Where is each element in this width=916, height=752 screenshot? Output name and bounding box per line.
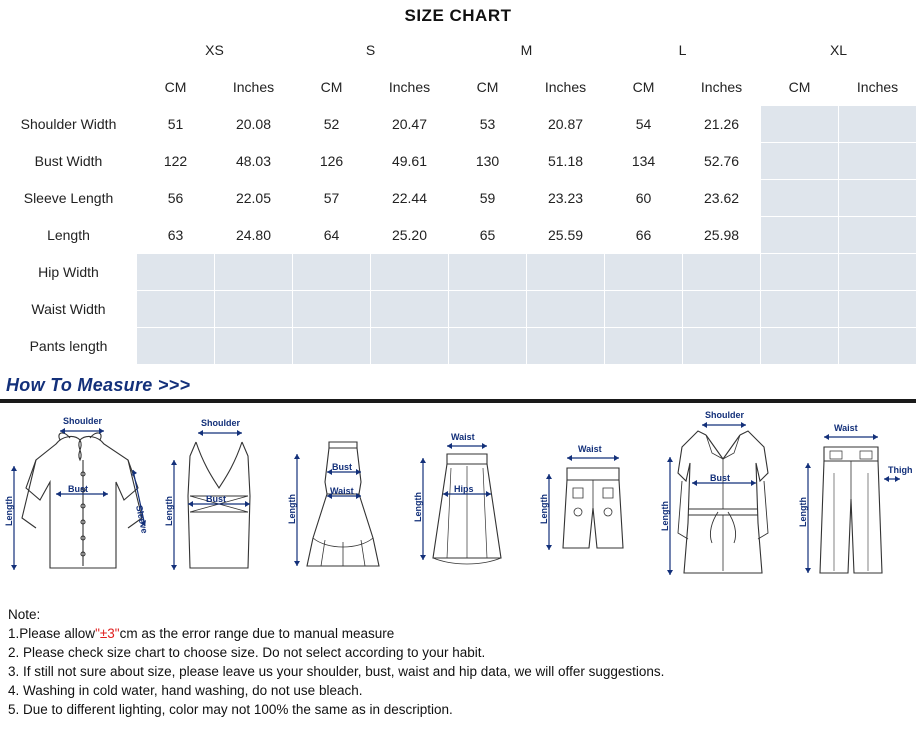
how-to-measure-heading: How To Measure >>> (6, 375, 191, 395)
table-cell (605, 254, 683, 291)
table-cell: 63 (137, 217, 215, 254)
unit-header-inches: Inches (683, 69, 761, 106)
label-waist: Waist (330, 486, 354, 496)
table-cell (605, 328, 683, 365)
table-cell (137, 328, 215, 365)
table-cell (839, 143, 916, 180)
table-cell: 23.23 (527, 180, 605, 217)
table-cell (839, 217, 916, 254)
table-cell (137, 291, 215, 328)
table-cell (449, 254, 527, 291)
page-title: SIZE CHART (404, 6, 512, 25)
label-length: Length (4, 496, 14, 526)
table-cell: 20.08 (215, 106, 293, 143)
table-cell: 134 (605, 143, 683, 180)
label-shoulder: Shoulder (200, 418, 240, 428)
table-cell: 48.03 (215, 143, 293, 180)
label-hips: Hips (453, 484, 474, 494)
table-cell: 51.18 (527, 143, 605, 180)
table-cell (371, 328, 449, 365)
table-cell (371, 291, 449, 328)
table-cell (761, 180, 839, 217)
label-length: Length (287, 494, 298, 524)
table-cell: 64 (293, 217, 371, 254)
row-label: Waist Width (1, 291, 137, 328)
label-length: Length (412, 492, 423, 522)
table-cell (293, 328, 371, 365)
figure-dress (283, 408, 403, 593)
table-cell: 20.47 (371, 106, 449, 143)
table-cell: 59 (449, 180, 527, 217)
label-bust: Bust (205, 494, 226, 504)
label-bust: Bust (68, 484, 88, 494)
label-shoulder: Shoulder (63, 416, 103, 426)
table-cell: 56 (137, 180, 215, 217)
label-bust: Bust (332, 462, 353, 472)
table-cell (215, 254, 293, 291)
table-cell (683, 254, 761, 291)
table-cell: 25.20 (371, 217, 449, 254)
table-cell: 21.26 (683, 106, 761, 143)
table-cell (527, 254, 605, 291)
table-row (1, 254, 916, 291)
table-cell: 51 (137, 106, 215, 143)
size-header-s: S (293, 32, 449, 69)
size-header-row (1, 32, 916, 69)
table-cell: 54 (605, 106, 683, 143)
unit-header-cm: CM (449, 69, 527, 106)
table-cell (683, 291, 761, 328)
row-label: Sleeve Length (1, 180, 137, 217)
row-label: Hip Width (1, 254, 137, 291)
table-cell (839, 254, 916, 291)
row-label: Bust Width (1, 143, 137, 180)
table-cell (371, 254, 449, 291)
table-cell (215, 328, 293, 365)
table-cell (293, 291, 371, 328)
table-cell (839, 180, 916, 217)
table-cell: 60 (605, 180, 683, 217)
table-cell: 25.59 (527, 217, 605, 254)
note-line: 5. Due to different lighting, color may not 100% the same as in description. (8, 702, 453, 717)
table-cell (449, 328, 527, 365)
table-cell (761, 143, 839, 180)
table-cell: 23.62 (683, 180, 761, 217)
table-cell: 65 (449, 217, 527, 254)
table-cell: 130 (449, 143, 527, 180)
table-cell (761, 106, 839, 143)
table-cell (761, 328, 839, 365)
size-header-m: M (449, 32, 605, 69)
label-thigh: Thigh (887, 465, 912, 475)
table-row (1, 180, 916, 217)
label-waist: Waist (577, 444, 602, 454)
label-waist: Waist (833, 423, 858, 433)
table-cell: 52 (293, 106, 371, 143)
unit-header-cm: CM (137, 69, 215, 106)
table-cell (293, 254, 371, 291)
table-row (1, 217, 916, 254)
row-label: Pants length (1, 328, 137, 365)
figure-shorts (533, 408, 653, 593)
table-cell (215, 291, 293, 328)
table-cell: 20.87 (527, 106, 605, 143)
table-cell (839, 291, 916, 328)
how-to-measure-section (0, 375, 916, 403)
note-line: 2. Please check size chart to choose size. Do not select according to your habit. (8, 645, 486, 660)
table-cell: 22.44 (371, 180, 449, 217)
table-row (1, 106, 916, 143)
notes-section (0, 593, 916, 719)
unit-header-inches: Inches (527, 69, 605, 106)
size-header-xl: XL (761, 32, 916, 69)
table-cell: 53 (449, 106, 527, 143)
figure-tank-top (160, 408, 278, 593)
row-label: Shoulder Width (1, 106, 137, 143)
table-cell: 24.80 (215, 217, 293, 254)
table-cell (137, 254, 215, 291)
table-cell (761, 217, 839, 254)
unit-header-cm: CM (761, 69, 839, 106)
unit-header-inches: Inches (215, 69, 293, 106)
unit-header-row (1, 69, 916, 106)
label-sleeve: Sleeve (134, 504, 150, 535)
unit-header-inches: Inches (839, 69, 916, 106)
unit-header-cm: CM (605, 69, 683, 106)
label-length: Length (797, 497, 808, 527)
figure-pants (794, 403, 912, 593)
label-shoulder: Shoulder (705, 410, 745, 420)
table-cell: 57 (293, 180, 371, 217)
table-cell: 66 (605, 217, 683, 254)
label-bust: Bust (710, 473, 731, 483)
size-header-xs: XS (137, 32, 293, 69)
table-cell: 25.98 (683, 217, 761, 254)
table-cell (605, 291, 683, 328)
table-cell: 122 (137, 143, 215, 180)
table-cell (683, 328, 761, 365)
figure-skirt (409, 408, 527, 593)
label-length: Length (660, 501, 671, 531)
label-length: Length (538, 494, 549, 524)
measure-figures (0, 403, 916, 593)
label-waist: Waist (450, 432, 475, 442)
table-cell: 22.05 (215, 180, 293, 217)
table-cell (839, 106, 916, 143)
table-row (1, 291, 916, 328)
table-cell (761, 254, 839, 291)
table-cell: 52.76 (683, 143, 761, 180)
table-row (1, 143, 916, 180)
notes-heading: Note: (8, 607, 41, 622)
label-length: Length (163, 496, 174, 526)
size-table (0, 31, 916, 365)
size-header-l: L (605, 32, 761, 69)
note-line: 1.Please allow"±3"cm as the error range due to manual measure (8, 626, 395, 641)
note-line: 4. Washing in cold water, hand washing, do not use bleach. (8, 683, 363, 698)
table-cell (527, 328, 605, 365)
table-cell (449, 291, 527, 328)
figure-blouse (4, 408, 154, 593)
table-cell (839, 328, 916, 365)
figure-coat (658, 403, 788, 593)
table-corner (1, 32, 137, 106)
table-cell: 49.61 (371, 143, 449, 180)
table-cell (527, 291, 605, 328)
table-cell (761, 291, 839, 328)
note-line: 3. If still not sure about size, please leave us your shoulder, bust, waist and hip data, we will offer suggestions. (8, 664, 665, 679)
table-row (1, 328, 916, 365)
table-cell: 126 (293, 143, 371, 180)
row-label: Length (1, 217, 137, 254)
unit-header-cm: CM (293, 69, 371, 106)
unit-header-inches: Inches (371, 69, 449, 106)
